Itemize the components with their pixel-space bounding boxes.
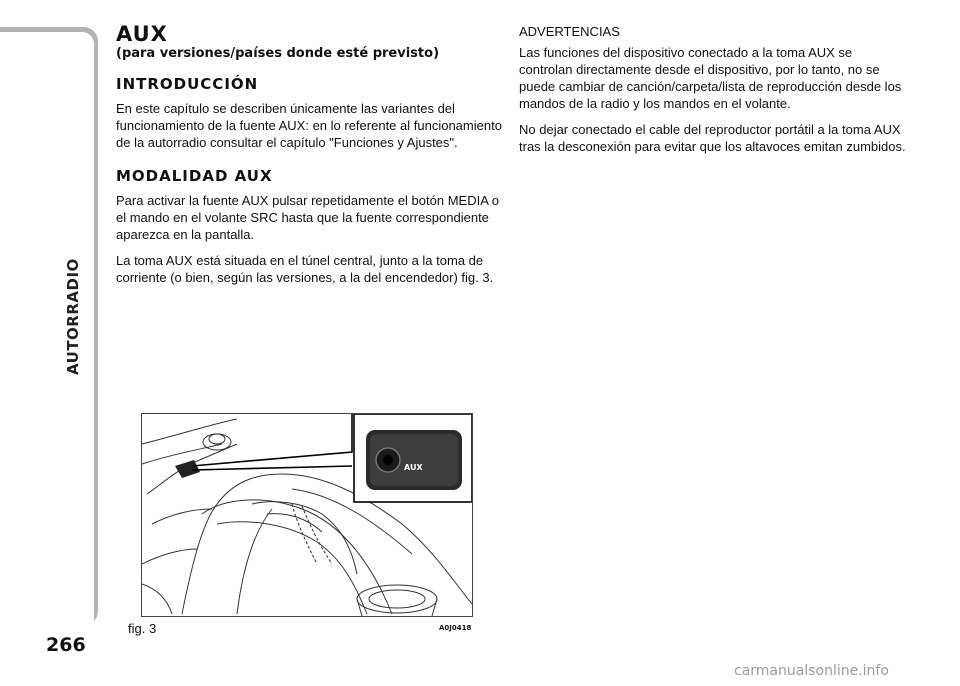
figure-code: A0J0418	[439, 624, 472, 632]
mode-heading: MODALIDAD AUX	[116, 167, 273, 185]
figure-aux-location	[141, 413, 473, 617]
watermark: carmanualsonline.info	[734, 663, 889, 679]
figure-caption: fig. 3	[128, 621, 157, 636]
warnings-paragraph-1: Las funciones del dispositivo conectado a la toma AUX se controlan directamente desde el dispositivo, por lo tanto, no se puede cambiar de canción/carpeta/lista de reproducción desde los mandos de la radio y los mandos en el volante.	[519, 45, 902, 111]
console-illustration	[142, 414, 472, 616]
intro-paragraph: En este capítulo se describen únicamente las variantes del funcionamiento de la fuente AUX: en lo referente al funcionamiento de la autorradio consultar el capítulo "Funciones y Ajustes".	[116, 101, 502, 150]
section-label: AUTORRADIO	[64, 258, 82, 375]
mode-paragraph-1: Para activar la fuente AUX pulsar repetidamente el botón MEDIA o el mando en el volante SRC hasta que la fuente correspondiente aparezca en la pantalla.	[116, 193, 499, 242]
left-column	[116, 22, 506, 295]
mode-paragraph-2: La toma AUX está situada en el túnel central, junto a la toma de corriente (o bien, según las versiones, a la del encendedor) fig. 3.	[116, 253, 494, 285]
right-column	[519, 24, 909, 164]
page-subtitle: (para versiones/países donde esté previsto)	[116, 46, 440, 61]
aux-port-label: AUX	[404, 463, 423, 472]
warnings-paragraph-2: No dejar conectado el cable del reproductor portátil a la toma AUX tras la desconexión para evitar que los altavoces emitan zumbidos.	[519, 122, 906, 154]
page-number: 266	[46, 634, 86, 656]
intro-heading: INTRODUCCIÓN	[116, 75, 259, 93]
page-title: AUX	[116, 22, 168, 46]
warnings-heading: ADVERTENCIAS	[519, 24, 620, 39]
